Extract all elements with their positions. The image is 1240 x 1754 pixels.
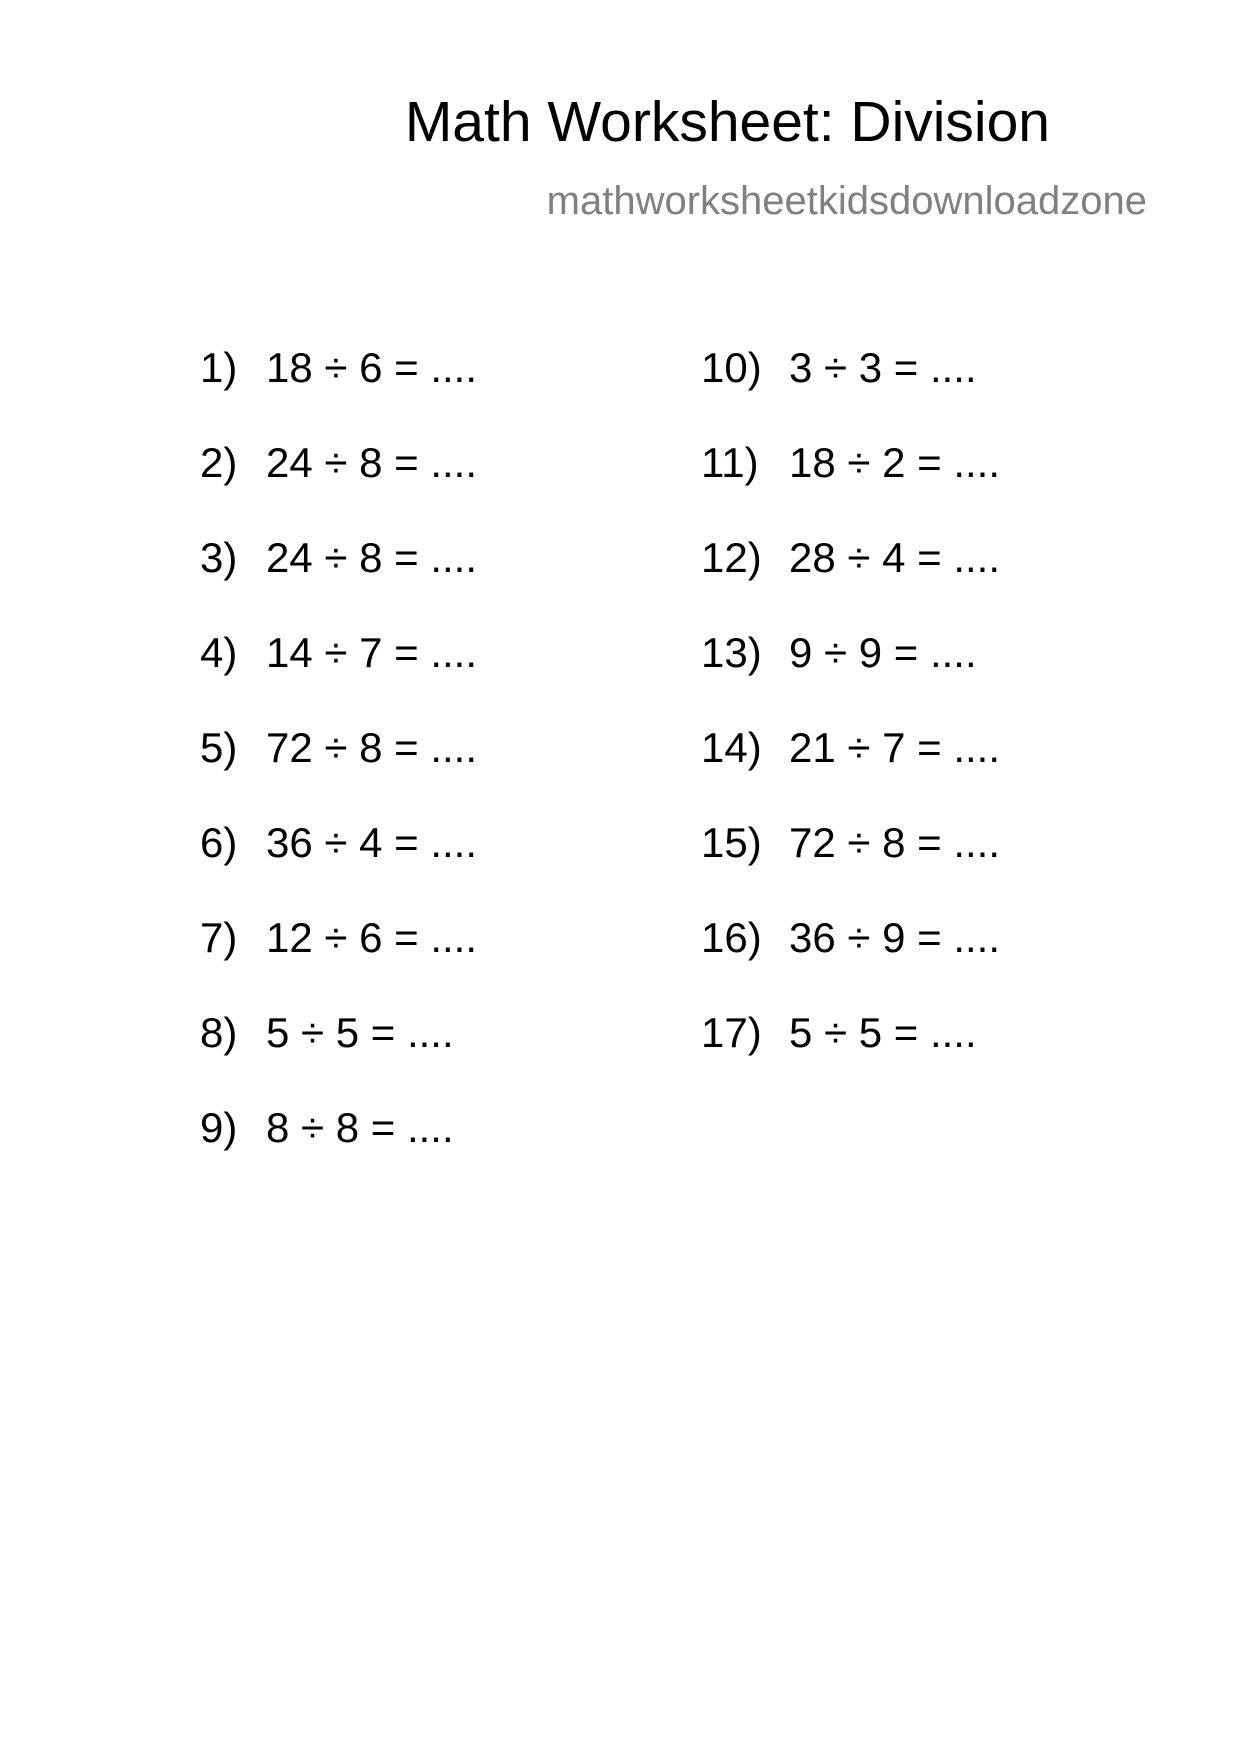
problem-number: 16) — [701, 914, 762, 961]
problem-number: 6) — [200, 819, 238, 866]
problem-expression: 72 ÷ 8 = .... — [266, 724, 478, 771]
problem-expression: 3 ÷ 3 = .... — [789, 344, 977, 391]
problem-number: 8) — [200, 1009, 238, 1056]
problem-expression: 36 ÷ 4 = .... — [266, 819, 478, 866]
problem-expression: 5 ÷ 5 = .... — [266, 1009, 454, 1056]
problem-expression: 18 ÷ 2 = .... — [789, 439, 1001, 486]
problem-number: 3) — [200, 534, 238, 581]
problem-item — [200, 629, 478, 727]
problem-item — [701, 344, 1000, 442]
page-subtitle: mathworksheetkidsdownloadzone — [546, 179, 1147, 223]
problem-item — [200, 724, 478, 822]
problem-number: 7) — [200, 914, 238, 961]
page-title: Math Worksheet: Division — [404, 90, 1050, 154]
problem-item — [701, 629, 1000, 727]
problem-number: 17) — [701, 1009, 762, 1056]
problem-expression: 18 ÷ 6 = .... — [266, 344, 478, 391]
problem-item — [200, 1009, 477, 1107]
problems-left-column — [200, 344, 478, 1202]
problem-expression: 9 ÷ 9 = .... — [789, 629, 977, 676]
problem-item — [200, 534, 478, 632]
problem-number: 11) — [701, 439, 759, 486]
problem-expression: 14 ÷ 7 = .... — [266, 629, 478, 676]
problem-expression: 36 ÷ 9 = .... — [789, 914, 1001, 961]
problem-number: 4) — [200, 629, 238, 676]
problem-number: 10) — [701, 344, 762, 391]
problem-item — [701, 914, 1001, 1012]
problem-item — [701, 534, 1001, 632]
problem-item — [200, 1104, 477, 1202]
problem-number: 2) — [200, 439, 238, 486]
problem-expression: 72 ÷ 8 = .... — [789, 819, 1001, 866]
problem-number: 1) — [200, 344, 238, 391]
problem-number: 14) — [701, 724, 762, 771]
problem-expression: 21 ÷ 7 = .... — [789, 724, 1001, 771]
problems-right-column — [701, 344, 1001, 1107]
problem-item — [200, 914, 478, 1012]
problem-expression: 24 ÷ 8 = .... — [266, 534, 478, 581]
problem-number: 9) — [200, 1104, 238, 1151]
problem-item — [701, 1009, 1000, 1107]
problem-expression: 12 ÷ 6 = .... — [266, 914, 478, 961]
problem-expression: 5 ÷ 5 = .... — [789, 1009, 977, 1056]
problem-item — [200, 819, 478, 917]
problem-item — [701, 724, 1001, 822]
problem-expression: 24 ÷ 8 = .... — [266, 439, 478, 486]
problem-number: 13) — [701, 629, 762, 676]
problem-number: 15) — [701, 819, 762, 866]
problem-item — [701, 819, 1001, 917]
problem-item — [701, 439, 1001, 537]
problem-item — [200, 439, 478, 537]
problem-number: 5) — [200, 724, 238, 771]
problem-number: 12) — [701, 534, 762, 581]
problem-expression: 8 ÷ 8 = .... — [266, 1104, 454, 1151]
problem-expression: 28 ÷ 4 = .... — [789, 534, 1001, 581]
problem-item — [200, 344, 478, 442]
